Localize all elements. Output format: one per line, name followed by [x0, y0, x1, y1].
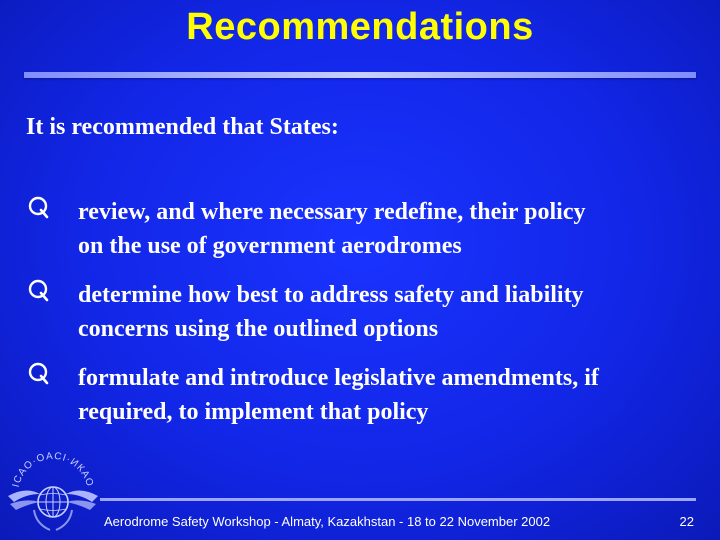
bullet-line: formulate and introduce legislative amendments, if	[78, 365, 599, 391]
bullet-text	[78, 195, 698, 263]
q-bullet-icon	[26, 361, 52, 387]
intro-text: It is recommended that States:	[26, 114, 339, 140]
footer-divider	[100, 498, 696, 501]
bullet-line: concerns using the outlined options	[78, 316, 439, 342]
bullet-text	[78, 361, 698, 429]
bullet-line: on the use of government aerodromes	[78, 233, 462, 259]
q-bullet-icon	[26, 195, 52, 221]
bullet-line: review, and where necessary redefine, their policy	[78, 199, 586, 225]
page-number: 22	[679, 514, 694, 529]
icao-emblem-icon	[6, 448, 100, 540]
svg-text:ICAO·OACI·ИКАО: ICAO·OACI·ИКАО	[10, 450, 96, 489]
q-bullet-icon	[26, 278, 52, 304]
footer-text: Aerodrome Safety Workshop - Almaty, Kazakhstan - 18 to 22 November 2002	[104, 514, 551, 529]
bullet-line: determine how best to address safety and liability	[78, 282, 584, 308]
bullet-text	[78, 278, 698, 346]
slide-title: Recommendations	[186, 6, 534, 48]
bullet-line: required, to implement that policy	[78, 399, 429, 425]
title-divider	[24, 72, 696, 78]
